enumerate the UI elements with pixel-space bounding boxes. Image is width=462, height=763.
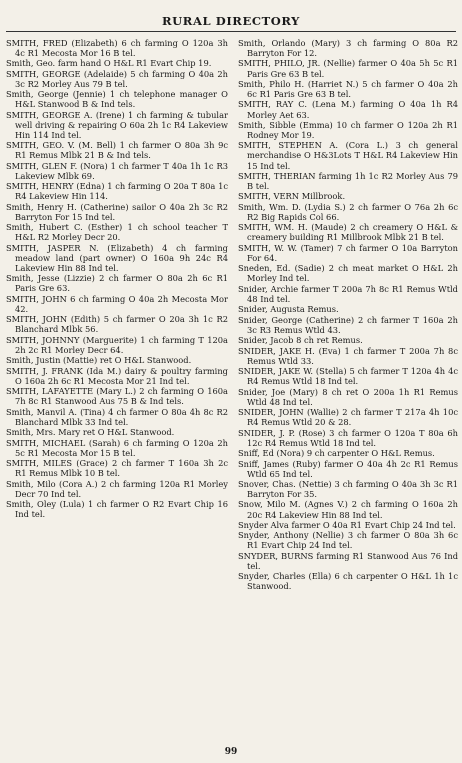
directory-entry: Smith, Philo H. (Harriet N.) 5 ch farmer O 40a 2h 6c R1 Paris Gre 63 B tel.: [238, 78, 458, 100]
directory-entry: SMITH, GEO. V. (M. Bell) 1 ch farmer O 80a 3h 9c R1 Remus Mlbk 21 B & Ind tels.: [6, 140, 228, 161]
directory-entry: Snider, Joe (Mary) 8 ch ret O 200a 1h R1 Remus Wtld 48 Ind tel.: [238, 386, 458, 407]
directory-entry: SMITH, JOHNNY (Marguerite) 1 ch farming T 120a 2h 2c R1 Morley Decr 64.: [6, 334, 228, 355]
directory-entry: SMITH, MILES (Grace) 2 ch farmer T 160a 3h 2c R1 Remus Mlbk 10 B tel.: [6, 458, 228, 479]
directory-entry: SNIDER, J. P. (Rose) 3 ch farmer O 120a T 80a 6h 12c R4 Remus Wtld 18 Ind tel.: [238, 427, 458, 448]
directory-entry: Snider, Jacob 8 ch ret Remus.: [238, 335, 363, 346]
directory-entry: SMITH, JOHN 6 ch farming O 40a 2h Mecosta Mor 42.: [6, 293, 228, 314]
directory-entry: SMITH, WM. H. (Maude) 2 ch creamery O H&L & creamery building R1 Millbrook Mlbk 21 B tel.: [238, 222, 458, 243]
page-title: RURAL DIRECTORY: [162, 14, 300, 28]
directory-entry: SNYDER, BURNS farming R1 Stanwood Aus 76 Ind tel.: [238, 550, 458, 571]
directory-entry: Snyder, Anthony (Nellie) 3 ch farmer O 80a 3h 6c R1 Evart Chip 24 Ind tel.: [238, 530, 458, 551]
directory-entry: Smith, Henry H. (Catherine) sailor O 40a 2h 3c R2 Barryton For 15 Ind tel.: [6, 201, 228, 222]
directory-entry: Sniff, James (Ruby) farmer O 40a 4h 2c R1 Remus Wtld 65 Ind tel.: [238, 458, 458, 479]
directory-entry: Smith, Jesse (Lizzie) 2 ch farmer O 80a 2h 6c R1 Paris Gre 63.: [6, 273, 228, 294]
directory-entry: Smith, George (Jennie) 1 ch telephone manager O H&L Stanwood B & Ind tels.: [6, 89, 228, 110]
directory-entry: Smith, Sibble (Emma) 10 ch farmer O 120a 2h R1 Rodney Mor 19.: [238, 119, 458, 140]
directory-entry: SMITH, GLEN F. (Nora) 1 ch farmer T 40a 1h 1c R3 Lakeview Mlbk 69.: [6, 160, 228, 181]
header-divider: [6, 31, 456, 32]
directory-entry: Smith, Justin (Mattie) ret O H&L Stanwood.: [6, 355, 192, 366]
directory-entry: Snider, George (Catherine) 2 ch farmer T 160a 2h 3c R3 Remus Wtld 43.: [238, 314, 458, 335]
directory-entry: SMITH, GEORGE A. (Irene) 1 ch farming & tubular well driving & repairing O 60a 2h 1c R4 Lakeview Hin 114 Ind tel.: [6, 109, 228, 140]
directory-entry: SMITH, THERIAN farming 1h 1c R2 Morley Aus 79 B tel.: [238, 170, 458, 191]
page-number: 99: [224, 747, 238, 757]
directory-entry: SMITH, PHILO, JR. (Nellie) farmer O 40a 5h 5c R1 Paris Gre 63 B tel.: [238, 58, 458, 79]
directory-entry: SNIDER, JAKE H. (Eva) 1 ch farmer T 200a 7h 8c Remus Wtld 33.: [238, 345, 458, 366]
directory-entry: SMITH, VERN Millbrook.: [238, 191, 346, 202]
directory-entry: SMITH, RAY C. (Lena M.) farming O 40a 1h R4 Morley Aet 63.: [238, 99, 458, 120]
directory-entry: Smith, Mrs. Mary ret O H&L Stanwood.: [6, 427, 175, 438]
directory-entry: Snyder, Charles (Ella) 6 ch carpenter O H&L 1h 1c Stanwood.: [238, 571, 458, 592]
directory-entry: SMITH, GEORGE (Adelaide) 5 ch farming O 40a 2h 3c R2 Morley Aus 79 B tel.: [6, 68, 228, 89]
directory-entry: Smith, Oley (Lula) 1 ch farmer O R2 Evart Chip 16 Ind tel.: [6, 499, 228, 520]
directory-entry: Smith, Orlando (Mary) 3 ch farming O 80a R2 Barryton For 12.: [238, 38, 458, 59]
directory-entry: SNIDER, JOHN (Wallie) 2 ch farmer T 217a 4h 10c R4 Remus Wtld 20 & 28.: [238, 407, 458, 428]
directory-entry: SNIDER, JAKE W. (Stella) 5 ch farmer T 120a 4h 4c R4 Remus Wtld 18 Ind tel.: [238, 366, 458, 387]
directory-entry: Snyder Alva farmer O 40a R1 Evart Chip 24 Ind tel.: [238, 519, 456, 530]
directory-entry: SMITH, JASPER N. (Elizabeth) 4 ch farming meadow land (part owner) O 160a 9h 24c R4 Lakeview Hin 88 Ind tel.: [6, 242, 228, 273]
directory-entry: Smith, Geo. farm hand O H&L R1 Evart Chip 19.: [6, 58, 212, 69]
directory-entry: Smith, Milo (Cora A.) 2 ch farming 120a R1 Morley Decr 70 Ind tel.: [6, 478, 228, 499]
directory-entry: Sneden, Ed. (Sadie) 2 ch meat market O H&L 2h Morley Ind tel.: [238, 263, 458, 284]
directory-entry: Snow, Milo M. (Agnes V.) 2 ch farming O 160a 2h 20c R4 Lakeview Hin 88 Ind tel.: [238, 499, 458, 520]
directory-entry: SMITH, LAFAYETTE (Mary L.) 2 ch farming O 160a 7h 8c R1 Stanwood Aus 75 B & Ind tels.: [6, 386, 228, 407]
directory-entry: Snider, Archie farmer T 200a 7h 8c R1 Remus Wtld 48 Ind tel.: [238, 283, 458, 304]
directory-entry: SMITH, HENRY (Edna) 1 ch farming O 20a T 80a 1c R4 Lakeview Hin 114.: [6, 181, 228, 202]
directory-entry: SMITH, W. W. (Tamer) 7 ch farmer O 10a Barryton For 64.: [238, 242, 458, 263]
directory-entry: Smith, Wm. D. (Lydia S.) 2 ch farmer O 76a 2h 6c R2 Big Rapids Col 66.: [238, 201, 458, 222]
directory-entry: SMITH, MICHAEL (Sarah) 6 ch farming O 120a 2h 5c R1 Mecosta Mor 15 B tel.: [6, 437, 228, 458]
directory-entry: Snover, Chas. (Nettie) 3 ch farming O 40a 3h 3c R1 Barryton For 35.: [238, 479, 458, 500]
directory-entry: Snider, Augusta Remus.: [238, 304, 339, 315]
left-column: [6, 38, 228, 520]
directory-entry: Smith, Manvil A. (Tina) 4 ch farmer O 80a 4h 8c R2 Blanchard Mlbk 33 Ind tel.: [6, 406, 228, 427]
directory-entry: SMITH, JOHN (Edith) 5 ch farmer O 20a 3h 1c R2 Blanchard Mlbk 56.: [6, 314, 228, 335]
directory-entry: Sniff, Ed (Nora) 9 ch carpenter O H&L Remus.: [238, 448, 435, 459]
directory-entry: SMITH, J. FRANK (Ida M.) dairy & poultry farming O 160a 2h 6c R1 Mecosta Mor 21 Ind tel.: [6, 365, 228, 386]
directory-entry: Smith, Hubert C. (Esther) 1 ch school teacher T H&L R2 Morley Decr 20.: [6, 222, 228, 243]
directory-entry: SMITH, STEPHEN A. (Cora L.) 3 ch general merchandise O H&3Lots T H&L R4 Lakeview Hin 15 Ind tel.: [238, 140, 458, 171]
directory-entry: SMITH, FRED (Elizabeth) 6 ch farming O 120a 3h 4c R1 Mecosta Mor 16 B tel.: [6, 38, 228, 59]
right-column: [238, 38, 458, 592]
